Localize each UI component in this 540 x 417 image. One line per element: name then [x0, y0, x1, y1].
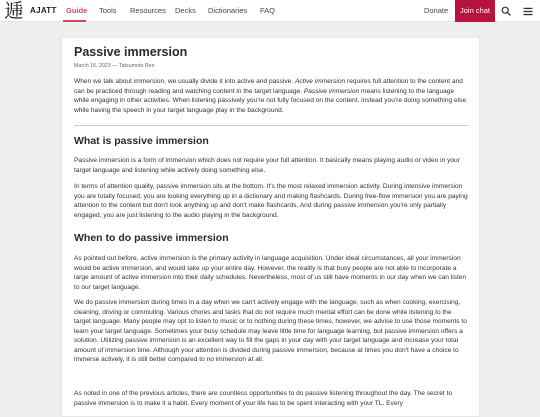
paragraph: As noted in one of the previous articles, there are countless opportunities to do passive listening throughout the day. The secret to passive immersion is to make it a habit. Every moment of your life has to be spent interacting with your TL. Every: [74, 390, 453, 407]
nav-link-faq[interactable]: FAQ: [260, 6, 276, 15]
active-tab-indicator: [63, 20, 86, 22]
menu-icon[interactable]: [518, 0, 538, 22]
intro-paragraph: When we talk about immersion, we usually divide it into active and passive. Active immersion requires full attention to the content and can be practiced through reading and watching content in the target language. Passive immersion means listening to the language while engaging in other activities. When listening passively you're not fully focused on the content, instead you're doing something else while having the speech in your target language play in the background.: [74, 78, 467, 114]
search-icon[interactable]: [496, 0, 516, 22]
emphasis-active-immersion: Active immersion: [295, 78, 346, 85]
article-meta: March 16, 2023 — Tatsumoto Ren: [74, 63, 155, 69]
nav-link-dictionaries[interactable]: Dictionaries: [208, 6, 248, 15]
nav-link-tools[interactable]: Tools: [99, 6, 117, 15]
section-heading-when: When to do passive immersion: [74, 232, 229, 244]
join-chat-button[interactable]: Join chat: [455, 0, 495, 22]
top-navbar: [0, 0, 540, 22]
paragraph: In terms of attention quality, passive immersion sits at the bottom. It's the most relaxed immersion activity. During intensive immersion you are totally focused, you are looking everything up in a dictionary and making flashcards. During free-flow immersion you are paying attention to the content but don't look anything up and don't make flashcards. And during passive immersion you're only partially engaged, you are just listening to the audio playing in the background.: [74, 183, 468, 219]
brand-name[interactable]: AJATT: [30, 6, 57, 15]
nav-link-resources[interactable]: Resources: [130, 6, 166, 15]
site-logo[interactable]: 逓: [4, 0, 24, 22]
nav-link-decks[interactable]: Decks: [175, 6, 196, 15]
donate-link[interactable]: Donate: [424, 6, 449, 15]
page-title: Passive immersion: [74, 45, 188, 59]
emphasis-passive-immersion: Passive immersion: [303, 87, 360, 95]
paragraph: Passive immersion is a form of immersion which does not require your full attention. It basically means playing audio or video in your target language and listening while actively doing something else.: [74, 157, 460, 174]
paragraph: As pointed out before, active immersion is the primary activity in language acquisition. Under ideal circumstances, all your immersion would be active immersion, and would take up your entire day. However, the reality is that busy people are not able to incorporate a large amount of active immersion into their daily schedules. Nevertheless, most of us still have moments in our day when we can listen to our target language.: [74, 255, 467, 291]
section-heading-what: What is passive immersion: [74, 135, 209, 147]
nav-link-guide[interactable]: Guide: [66, 6, 88, 15]
section-divider: [74, 125, 469, 126]
article-card: [61, 37, 480, 417]
paragraph: We do passive immersion during times in a day when we can't actively engage with the language, such as when cooking, exercising, cleaning, driving or commuting. Various chores and tasks that do not require much mental effort can be done while listening to the target language. Many people may opt to listen to music or to nothing during these times, however, we advise to use those moments to learn your target language. Sometimes your busy schedule may leave little time for language learning, but passive immersion offers a solution. Utilizing passive immersion is an excellent way to fill the gaps in your day with your target language and increase your total amount of immersion time. Although your attention is divided during passive immersion, because at times you don't have a choice to immerse actively, it is still better compared to no immersion at all.: [74, 299, 467, 363]
